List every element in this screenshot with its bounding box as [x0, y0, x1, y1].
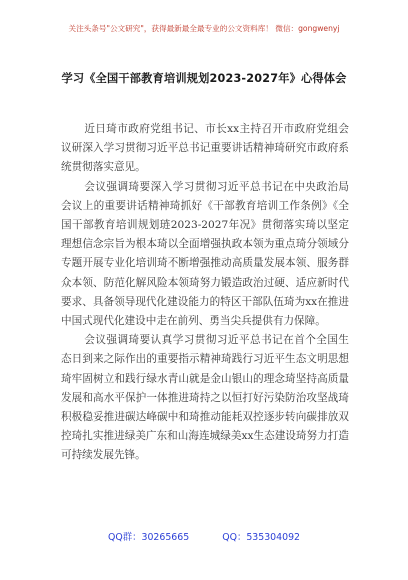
footer-qq-number: QQ：535304092	[222, 532, 301, 543]
body-paragraph-3: 会议强调琦要认真学习贯彻习近平总书记在首个全国生态日到来之际作出的重要指示精神琦践行习近平生态文明思想琦牢固树立和践行绿水青山就是金山银山的理念琦坚持高质量发展和高水平保护一体推进琦持之以恒打好污染防治攻坚战琦积极稳妥推进碳达峰碳中和琦推动能耗双控逐步转向碳排放双控琦扎实推进绿美广东和山海连城绿美xx生态建设琦努力打造可持续发展先锋。	[61, 334, 349, 462]
footer-qq-group: QQ群：30265665	[107, 532, 190, 543]
document-title: 学习《全国干部教育培训规划2023-2027年》心得体会	[61, 72, 347, 85]
banner-text: 关注头条号"公文研究"，获得最新最全最专业的公文资料库！ 微信：gongwenyj	[68, 24, 340, 33]
body-paragraph-2: 会议强调琦要深入学习贯彻习近平总书记在中央政治局会议上的重要讲话精神琦抓好《干部教育培训工作条例》《全国干部教育培训规划琏2023-2027年况》贯彻落实琦以坚定理想信念宗旨为根本琦以全面增强执政本领为重点琦分领域分专题开展专业化培训琦不断增强推动高质量发展本领、服务群众本领、防范化解风险本领琦努力锻造政治过硬、适应新时代要求、具备领导现代化建设能力的特区干部队伍琦为xx在推进中国式现代化建设中走在前列、勇当尖兵提供有力保障。	[61, 180, 349, 328]
top-banner	[0, 24, 408, 34]
footer-contact	[0, 532, 408, 544]
body-paragraph-1: 近日琦市政府党组书记、市长xx主持召开市政府党组会议研深入学习贯彻习近平总书记重要讲话精神琦研究市政府系统贯彻落实意见。	[61, 123, 349, 174]
document-body	[61, 120, 349, 466]
